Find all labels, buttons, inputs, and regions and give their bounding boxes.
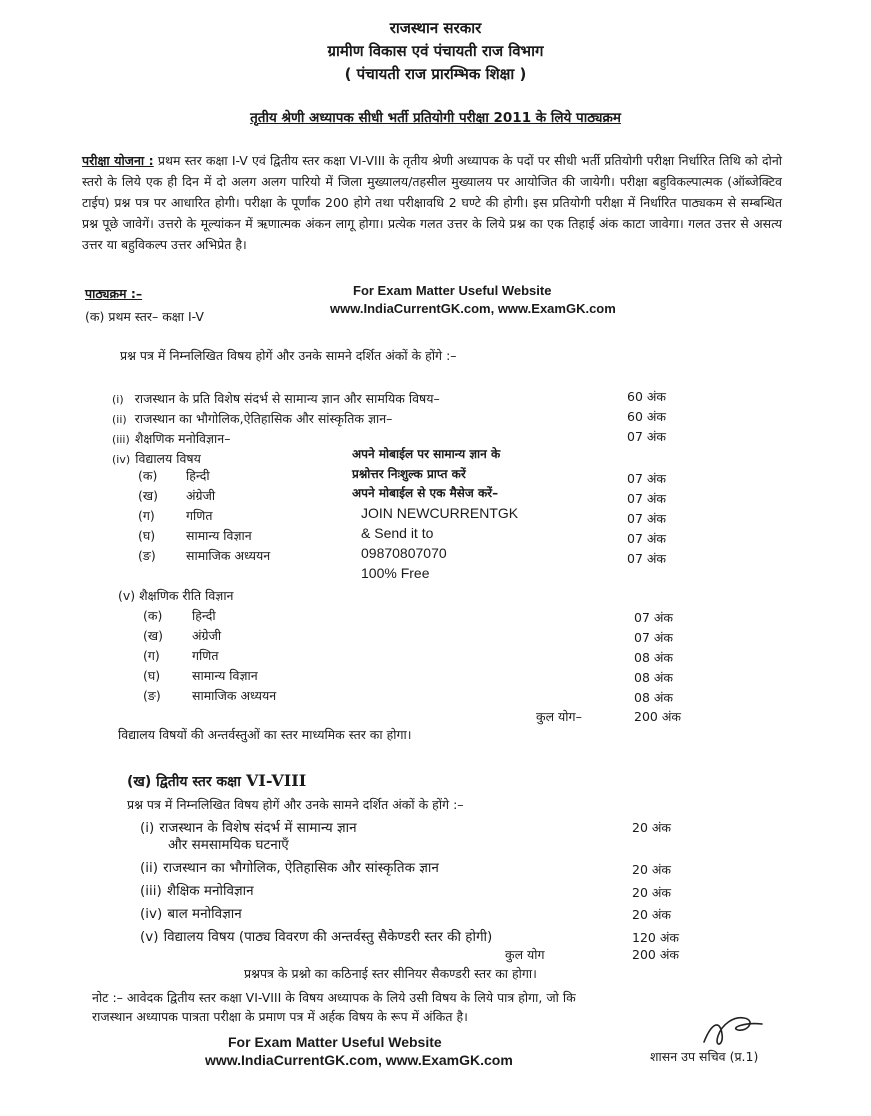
eligibility-note-line2: राजस्थान अध्यापक पात्रता परीक्षा के प्रमाण पत्र में अर्हक विषय के रूप में अंकित है। — [92, 1009, 468, 1024]
pedagogy-marks: 08 अंक — [634, 690, 674, 705]
level2-item: (iv) बाल मनोविज्ञान — [140, 906, 242, 922]
pedagogy-marks: 07 अंक — [634, 610, 674, 625]
level2-item-marks: 20 अंक — [632, 907, 672, 922]
pedagogy-num: (ङ) — [143, 688, 161, 703]
pedagogy-num: (ग) — [143, 648, 160, 663]
level2-item-marks: 20 अंक — [632, 820, 672, 835]
difficulty-note: प्रश्नपत्र के प्रश्नो का कठिनाई स्तर सीनियर सैकण्डरी स्तर का होगा। — [244, 966, 537, 981]
level1-item: (iv) विद्यालय विषय — [112, 451, 201, 466]
watermark-top-line1: For Exam Matter Useful Website — [353, 283, 552, 298]
school-subject-marks: 07 अंक — [627, 511, 667, 526]
promo-line-3: अपने मोबाईल से एक मैसेज करें– — [352, 486, 499, 500]
pedagogy-label: सामाजिक अध्ययन — [192, 688, 277, 703]
level2-item: (i) राजस्थान के विशेष संदर्भ में सामान्य ज्ञान — [140, 820, 357, 836]
pedagogy-label: अंग्रेजी — [192, 628, 222, 643]
school-subject-label: सामाजिक अध्ययन — [186, 548, 271, 563]
promo-line-5: & Send it to — [361, 525, 434, 541]
school-subject-marks: 07 अंक — [627, 491, 667, 506]
school-subject-label: सामान्य विज्ञान — [186, 528, 252, 543]
exam-scheme-text: प्रथम स्तर कक्षा I-V एवं द्वितीय स्तर कक्षा VI-VIII के तृतीय श्रेणी अध्यापक के पदों पर सीधी भर्ती प्रतियोगी परीक्षा निर्धारित तिथि को दोनो स्तरो के लिये एक ही दिन में दो अलग अलग पारियो में जिला मुख्यालय/तहसील मुख्यालय पर आयोजित की जायेगी। परीक्षा बहुविकल्पात्मक (ऑब्जेक्टिव टाईप) प्रश्न पत्र पर आधारित होगी। परीक्षा के पूर्णांक 200 होगे तथा परीक्षावधि 2 घण्टे की होगी। इस प्रतियोगी परीक्षा में निर्धारित पाठ्यकम से सम्बन्धित प्रश्न पूछे जावेगें। उत्तरो के मूल्यांकन में ऋणात्मक अंकन लागू होगा। प्रत्येक गलत उत्तर के लिये प्रश्न का एक तिहाई अंक काटा जावेगा। गलत उत्तर से असत्य उत्तर या बहुविकल्प उत्तर अभिप्रेत है। — [82, 153, 782, 252]
level1-item-marks: 60 अंक — [627, 389, 667, 404]
level1-item: (ii) राजस्थान का भौगोलिक,ऐतिहासिक और सांस्कृतिक ज्ञान– — [112, 411, 393, 426]
document-title: तृतीय श्रेणी अध्यापक सीधी भर्ती प्रतियोगी परीक्षा 2011 के लिये पाठ्यक्रम — [250, 110, 621, 126]
pedagogy-label: हिन्दी — [192, 608, 216, 623]
level2-heading: (ख) द्वितीय स्तर कक्षा VI-VIII — [127, 771, 307, 790]
exam-scheme-label: परीक्षा योजना : — [82, 153, 154, 168]
level2-intro: प्रश्न पत्र में निम्नलिखित विषय होगें और उनके सामने दर्शित अंकों के होंगे :– — [127, 797, 464, 812]
level1-total-label: कुल योग– — [536, 709, 582, 724]
level1-item-marks: 07 अंक — [627, 429, 667, 444]
pedagogy-label: गणित — [192, 648, 219, 663]
promo-line-1: अपने मोबाईल पर सामान्य ज्ञान के — [352, 447, 501, 461]
school-subject-marks: 07 अंक — [627, 551, 667, 566]
pedagogy-label: सामान्य विज्ञान — [192, 668, 258, 683]
promo-line-2: प्रश्नोत्तर निःशुल्क प्राप्त करें — [352, 467, 466, 481]
level2-item: (v) विद्यालय विषय (पाठ्य विवरण की अन्तर्वस्तु सैकेण्डरी स्तर की होगी) — [140, 929, 493, 945]
school-subject-marks: 07 अंक — [627, 531, 667, 546]
level2-item-marks: 20 अंक — [632, 862, 672, 877]
level1-item: (iii) शैक्षणिक मनोविज्ञान– — [112, 431, 231, 446]
school-subject-num: (क) — [138, 468, 158, 483]
pedagogy-num: (ख) — [143, 628, 163, 643]
level2-item: (ii) राजस्थान का भौगोलिक, ऐतिहासिक और सांस्कृतिक ज्ञान — [140, 860, 439, 876]
level2-item: (iii) शैक्षिक मनोविज्ञान — [140, 883, 254, 899]
exam-scheme-paragraph — [82, 150, 782, 255]
level1-note: विद्यालय विषयों की अन्तर्वस्तुओं का स्तर माध्यमिक स्तर का होगा। — [118, 727, 412, 742]
level2-item-marks: 120 अंक — [632, 930, 679, 945]
signature-scribble — [700, 1012, 770, 1052]
school-subject-num: (घ) — [138, 528, 156, 543]
pedagogy-marks: 08 अंक — [634, 670, 674, 685]
signature-designation: शासन उप सचिव (प्र.1) — [650, 1049, 759, 1064]
pedagogy-num: (क) — [143, 608, 163, 623]
level2-item-marks: 20 अंक — [632, 885, 672, 900]
watermark-bottom-line2: www.IndiaCurrentGK.com, www.ExamGK.com — [205, 1052, 513, 1068]
pedagogy-heading: (v) शैक्षणिक रीति विज्ञान — [118, 588, 234, 603]
school-subject-num: (ङ) — [138, 548, 156, 563]
level1-item-marks: 60 अंक — [627, 409, 667, 424]
level2-total-marks: 200 अंक — [632, 947, 679, 962]
school-subject-num: (ख) — [138, 488, 158, 503]
header-department: ग्रामीण विकास एवं पंचायती राज विभाग — [327, 42, 544, 60]
school-subject-marks: 07 अंक — [627, 471, 667, 486]
pedagogy-num: (घ) — [143, 668, 161, 683]
school-subject-label: अंग्रेजी — [186, 488, 216, 503]
level1-heading: (क) प्रथम स्तर– कक्षा I-V — [85, 309, 204, 324]
pedagogy-marks: 07 अंक — [634, 630, 674, 645]
syllabus-label: पाठ्यक्रम :– — [85, 286, 143, 301]
promo-line-4: JOIN NEWCURRENTGK — [361, 505, 519, 521]
level2-item-continuation: और समसामयिक घटनाएँ — [168, 837, 289, 853]
level1-item: (i) राजस्थान के प्रति विशेष संदर्भ से सामान्य ज्ञान और सामयिक विषय– — [112, 391, 440, 406]
promo-line-7: 100% Free — [361, 565, 430, 581]
level2-total-label: कुल योग — [505, 947, 545, 962]
level1-total-marks: 200 अंक — [634, 709, 681, 724]
school-subject-label: हिन्दी — [186, 468, 210, 483]
watermark-top-line2: www.IndiaCurrentGK.com, www.ExamGK.com — [330, 301, 616, 316]
header-government: राजस्थान सरकार — [389, 19, 482, 37]
promo-line-6: 09870807070 — [361, 545, 447, 561]
eligibility-note-line1: नोट :– आवेदक द्वितीय स्तर कक्षा VI-VIII के विषय अध्यापक के लिये उसी विषय के लिये पात्र होगा, जो कि — [92, 990, 576, 1005]
watermark-bottom-line1: For Exam Matter Useful Website — [228, 1034, 442, 1050]
school-subject-label: गणित — [186, 508, 213, 523]
header-section: ( पंचायती राज प्रारम्भिक शिक्षा ) — [344, 65, 527, 83]
school-subject-num: (ग) — [138, 508, 155, 523]
level1-intro: प्रश्न पत्र में निम्नलिखित विषय होगें और उनके सामने दर्शित अंकों के होंगे :– — [120, 348, 457, 363]
pedagogy-marks: 08 अंक — [634, 650, 674, 665]
